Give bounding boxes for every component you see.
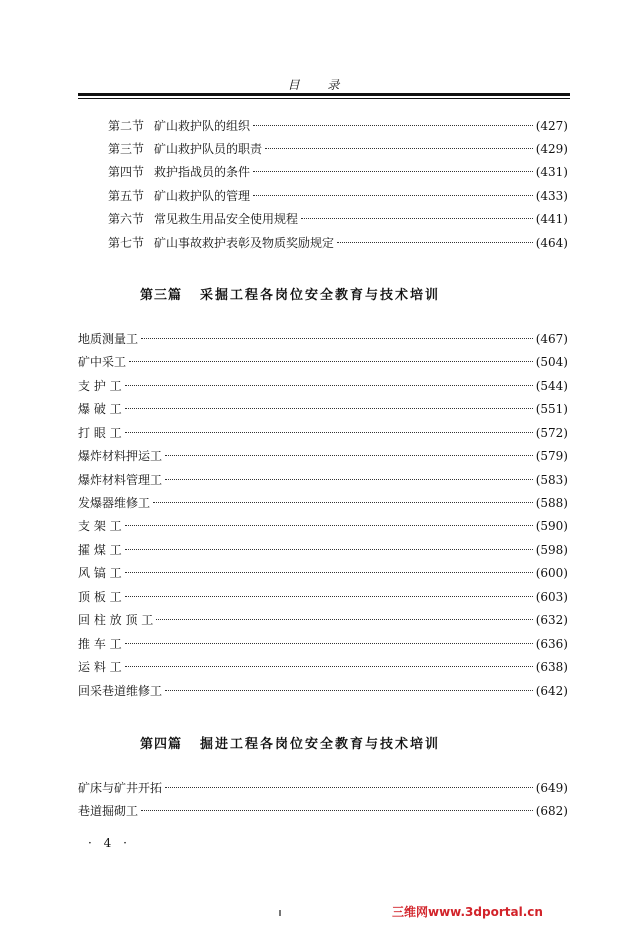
toc-entry[interactable] [108, 235, 568, 251]
toc-entry[interactable] [78, 683, 568, 699]
entry-title: 攉 煤 工 [78, 543, 122, 557]
entry-title: 矿山救护队的管理 [154, 189, 251, 203]
entry-page: (588) [535, 496, 568, 510]
section-number: 第四节 [108, 165, 145, 179]
part-heading-4[interactable] [140, 733, 440, 752]
entry-page: (429) [535, 142, 568, 156]
entry-title: 回 柱 放 顶 工 [78, 613, 154, 627]
toc-entry[interactable] [78, 518, 568, 534]
toc-entry[interactable] [78, 401, 568, 417]
entry-title: 顶 板 工 [78, 590, 122, 604]
entry-page: (572) [535, 426, 568, 440]
entry-page: (598) [535, 543, 568, 557]
toc-entry[interactable] [78, 472, 568, 488]
toc-entry[interactable] [78, 659, 568, 675]
entry-page: (433) [535, 189, 568, 203]
dot-leader [125, 596, 533, 597]
toc-entry[interactable] [108, 211, 568, 227]
entry-title: 矿山救护队的组织 [154, 119, 251, 133]
dot-leader [125, 572, 533, 573]
entry-title: 地质测量工 [78, 332, 139, 346]
entry-page: (600) [535, 566, 568, 580]
toc-entry[interactable] [78, 565, 568, 581]
dot-leader [129, 361, 533, 362]
dot-leader [265, 148, 533, 149]
toc-entry[interactable] [108, 141, 568, 157]
entry-page: (441) [535, 212, 568, 226]
section-number: 第二节 [108, 119, 145, 133]
entry-page: (579) [535, 449, 568, 463]
entry-title: 救护指战员的条件 [154, 165, 251, 179]
header-rule-thick [78, 93, 570, 96]
dot-leader [141, 810, 533, 811]
toc-entry[interactable] [78, 636, 568, 652]
entry-page: (682) [535, 804, 568, 818]
entry-page: (636) [535, 637, 568, 651]
dot-leader [337, 242, 533, 243]
scan-mark [279, 910, 281, 916]
dot-leader [253, 125, 533, 126]
entry-title: 发爆器维修工 [78, 496, 151, 510]
dot-leader [156, 619, 532, 620]
entry-page: (467) [535, 332, 568, 346]
entry-title: 回采巷道维修工 [78, 684, 163, 698]
header-title: 目 录 [287, 78, 352, 92]
entry-title: 推 车 工 [78, 637, 122, 651]
dot-leader [301, 218, 533, 219]
dot-leader [125, 385, 533, 386]
entry-title: 爆 破 工 [78, 402, 122, 416]
toc-entry[interactable] [108, 118, 568, 134]
entry-title: 巷道掘砌工 [78, 804, 139, 818]
header-rule-thin [78, 98, 570, 99]
toc-entry[interactable] [108, 164, 568, 180]
entry-page: (431) [535, 165, 568, 179]
dot-leader [165, 690, 533, 691]
section-number: 第五节 [108, 189, 145, 203]
entry-page: (464) [535, 236, 568, 250]
dot-leader [153, 502, 533, 503]
entry-title: 支 架 工 [78, 519, 122, 533]
part-number: 第四篇 [140, 737, 183, 752]
part-number: 第三篇 [140, 288, 183, 303]
entry-title: 运 料 工 [78, 660, 122, 674]
dot-leader [125, 666, 533, 667]
dot-leader [125, 525, 533, 526]
toc-entry[interactable] [78, 542, 568, 558]
dot-leader [125, 408, 533, 409]
toc-entry[interactable] [78, 612, 568, 628]
toc-entry[interactable] [78, 803, 568, 819]
part-heading-3[interactable] [140, 284, 440, 303]
entry-page: (603) [535, 590, 568, 604]
section-number: 第七节 [108, 236, 145, 250]
entry-page: (427) [535, 119, 568, 133]
entry-page: (544) [535, 379, 568, 393]
dot-leader [165, 479, 533, 480]
entry-title: 爆炸材料押运工 [78, 449, 163, 463]
dot-leader [125, 432, 533, 433]
part-title: 采掘工程各岗位安全教育与技术培训 [200, 288, 441, 303]
toc-entry[interactable] [108, 188, 568, 204]
watermark: 三维网www.3dportal.cn [392, 905, 543, 919]
toc-entry[interactable] [78, 448, 568, 464]
entry-title: 矿山事故救护表彰及物质奖励规定 [154, 236, 335, 250]
toc-entry[interactable] [78, 378, 568, 394]
dot-leader [125, 549, 533, 550]
dot-leader [165, 787, 533, 788]
section-number: 第三节 [108, 142, 145, 156]
entry-page: (649) [535, 781, 568, 795]
page-number: · 4 · [88, 836, 131, 850]
dot-leader [125, 643, 533, 644]
toc-entry[interactable] [78, 495, 568, 511]
toc-entry[interactable] [78, 780, 568, 796]
entry-title: 支 护 工 [78, 379, 122, 393]
section-number: 第六节 [108, 212, 145, 226]
toc-entry[interactable] [78, 425, 568, 441]
entry-page: (551) [535, 402, 568, 416]
toc-entry[interactable] [78, 331, 568, 347]
entry-title: 爆炸材料管理工 [78, 473, 163, 487]
entry-title: 矿山救护队员的职责 [154, 142, 263, 156]
entry-page: (632) [535, 613, 568, 627]
part-title: 掘进工程各岗位安全教育与技术培训 [200, 737, 441, 752]
dot-leader [141, 338, 533, 339]
entry-page: (583) [535, 473, 568, 487]
dot-leader [165, 455, 533, 456]
dot-leader [253, 171, 533, 172]
entry-page: (590) [535, 519, 568, 533]
dot-leader [253, 195, 533, 196]
entry-page: (642) [535, 684, 568, 698]
entry-page: (638) [535, 660, 568, 674]
entry-page: (504) [535, 355, 568, 369]
entry-title: 常见救生用品安全使用规程 [154, 212, 299, 226]
entry-title: 矿中采工 [78, 355, 127, 369]
toc-entry[interactable] [78, 354, 568, 370]
entry-title: 矿床与矿井开拓 [78, 781, 163, 795]
entry-title: 风 镐 工 [78, 566, 122, 580]
entry-title: 打 眼 工 [78, 426, 122, 440]
toc-entry[interactable] [78, 589, 568, 605]
